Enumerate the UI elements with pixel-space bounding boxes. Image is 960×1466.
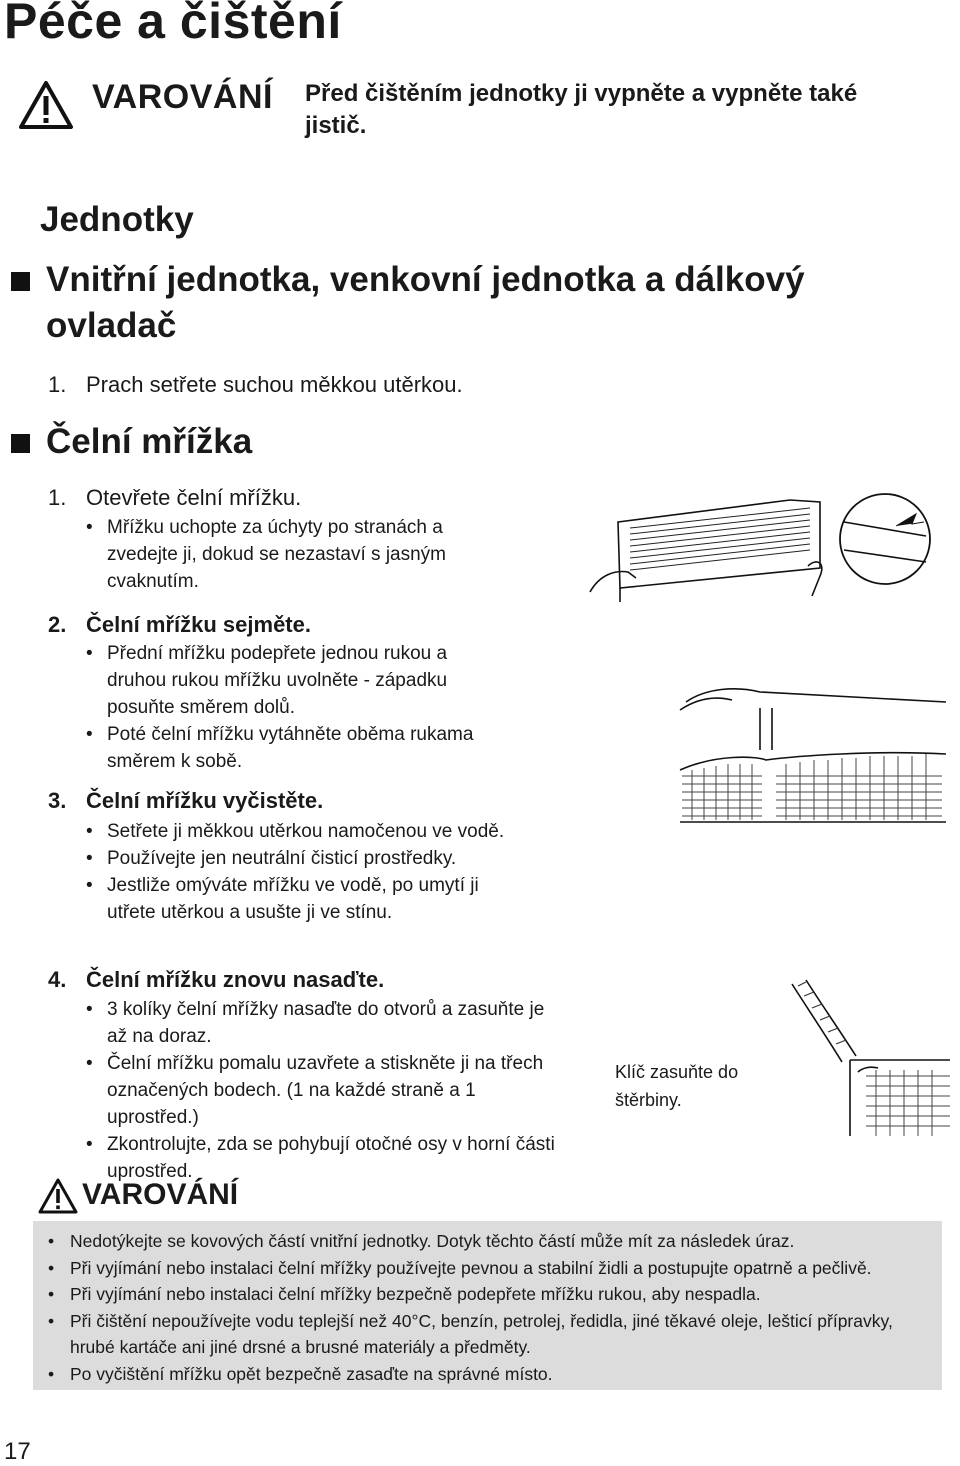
list-item: • Po vyčištění mřížku opět bezpečně zasaďte na správné místo. — [48, 1361, 928, 1388]
step-remove-grille — [48, 612, 311, 638]
bullet-list — [86, 818, 506, 926]
list-item: • Nedotýkejte se kovových částí vnitřní jednotky. Dotyk těchto částí může mít za následek úraz. — [48, 1228, 928, 1255]
step-text: Čelní mřížku znovu nasaďte. — [86, 967, 385, 992]
list-item: • Přední mřížku podepřete jednou rukou a druhou rukou mřížku uvolněte - západku posuňte směrem dolů. — [86, 640, 506, 721]
step-number: 4. — [48, 967, 67, 992]
list-item: • Poté čelní mřížku vytáhněte oběma rukama směrem k sobě. — [86, 721, 506, 775]
subsection-heading-grille: Čelní mřížka — [46, 422, 253, 461]
step-dust — [48, 372, 463, 398]
illustration-remove-grille — [676, 680, 948, 856]
illustration-open-grille — [580, 492, 940, 604]
warning-text: Před čištěním jednotky ji vypněte a vypněte také jistič. — [305, 80, 858, 139]
page-title: Péče a čištění — [4, 0, 342, 49]
step-text: Čelní mřížku sejměte. — [86, 612, 311, 637]
step-number: 1. — [48, 485, 67, 510]
warning-triangle-icon — [38, 1178, 78, 1214]
step-text: Čelní mřížku vyčistěte. — [86, 788, 324, 813]
bullet-list — [86, 996, 566, 1185]
list-item: • Při vyjímání nebo instalaci čelní mřížky používejte pevnou a stabilní židli a postupujte opatrně a pečlivě. — [48, 1255, 928, 1282]
step-refit-grille — [48, 967, 384, 993]
step-number: 1. — [48, 372, 67, 397]
warning-label: VAROVÁNÍ — [82, 1178, 239, 1211]
warning-label: VAROVÁNÍ — [92, 78, 273, 116]
list-item: • Zkontrolujte, zda se pohybují otočné osy v horní části uprostřed. — [86, 1131, 566, 1185]
list-item: • Při čištění nepoužívejte vodu teplejší než 40°C, benzín, petrolej, ředidla, jiné těkavé oleje, lešticí přípravky, hrubé kartáče ani jiné drsné a brusné materiály a předměty. — [48, 1308, 928, 1361]
warning-list — [48, 1228, 928, 1387]
section-heading: Jednotky — [40, 200, 194, 239]
square-bullet-icon — [11, 272, 30, 291]
step-open-grille — [48, 485, 301, 511]
step-number: 3. — [48, 788, 67, 813]
list-item: • Čelní mřížku pomalu uzavřete a stiskněte ji na třech označených bodech. (1 na každé straně a 1 uprostřed.) — [86, 1050, 566, 1131]
list-item: • 3 kolíky čelní mřížky nasaďte do otvorů a zasuňte je až na doraz. — [86, 996, 566, 1050]
illustration-caption: Klíč zasuňte do štěrbiny. — [615, 1062, 739, 1110]
list-item: • Jestliže omýváte mřížku ve vodě, po umytí ji utřete utěrkou a usušte ji ve stínu. — [86, 872, 506, 926]
warning-triangle-icon — [18, 80, 74, 130]
subsection-heading-indoor: Vnitřní jednotka, venkovní jednotka a dálkový ovladač — [46, 260, 805, 345]
page-number: 17 — [4, 1438, 31, 1465]
step-clean-grille — [48, 788, 323, 814]
step-text: Prach setřete suchou měkkou utěrkou. — [86, 372, 463, 397]
list-item: • Setřete ji měkkou utěrkou namočenou ve vodě. — [86, 818, 506, 845]
bullet-list — [86, 640, 506, 775]
illustration-key-slot — [786, 976, 952, 1138]
list-item: • Při vyjímání nebo instalaci čelní mřížky bezpečně podepřete mřížku rukou, aby nespadla. — [48, 1281, 928, 1308]
list-item: • Mřížku uchopte za úchyty po stranách a zvedejte ji, dokud se nezastaví s jasným cvaknutím. — [86, 514, 506, 595]
list-item: • Používejte jen neutrální čisticí prostředky. — [86, 845, 506, 872]
square-bullet-icon — [11, 434, 30, 453]
bullet-list — [86, 514, 506, 595]
step-text: Otevřete čelní mřížku. — [86, 485, 302, 510]
step-number: 2. — [48, 612, 67, 637]
